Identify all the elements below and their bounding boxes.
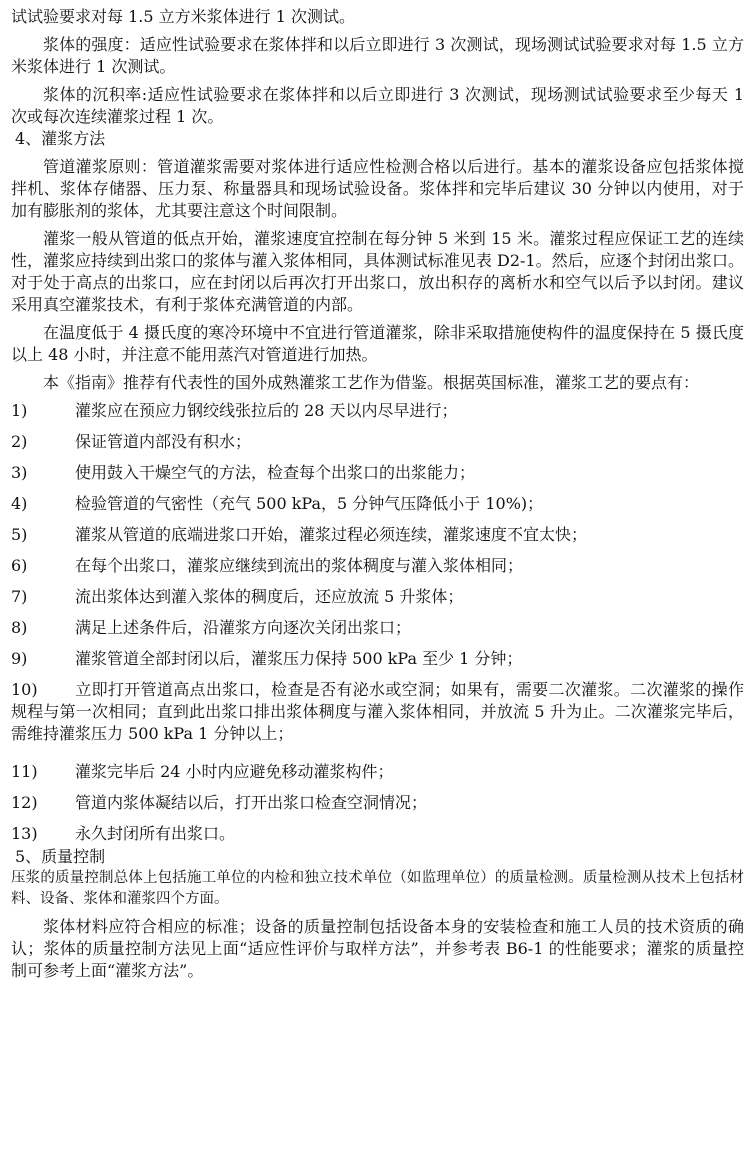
paragraph-guide-reference: 本《指南》推荐有代表性的国外成熟灌浆工艺作为借鉴。根据英国标准，灌浆工艺的要点有： bbox=[43, 373, 700, 392]
paragraph-grout-strength: 浆体的强度：适应性试验要求在浆体拌和以后立即进行 3 次测试，现场测试试验要求对每 1.5 立方米浆体进行 1 次测试。 bbox=[11, 35, 744, 76]
paragraph-cold-weather: 在温度低于 4 摄氏度的寒冷环境中不宜进行管道灌浆，除非采取措施使构件的温度保持在 5 摄氏度以上 48 小时，并注意不能用蒸汽对管道进行加热。 bbox=[11, 323, 744, 364]
paragraph-grouting-procedure: 灌浆一般从管道的低点开始，灌浆速度宜控制在每分钟 5 米到 15 米。灌浆过程应保证工艺的连续性，灌浆应持续到出浆口的浆体与灌入浆体相同，具体测试标准见表 D2-1。然后，应逐个封闭出浆口。对于处于高点的出浆口，应在封闭以后再次打开出浆口，放出积存的离析水和空气以后予以封闭。建议采用真空灌浆技术，有利于浆体充满管道的内部。 bbox=[11, 229, 744, 314]
list-text: 灌浆从管道的底端进浆口开始，灌浆过程必须连续，灌浆速度不宜太快； bbox=[75, 525, 588, 544]
list-number: 3) bbox=[11, 463, 28, 482]
list-number: 9) bbox=[11, 649, 28, 668]
grouting-steps-list bbox=[11, 400, 744, 670]
list-item bbox=[11, 617, 744, 639]
list-item bbox=[11, 761, 744, 783]
list-text: 检验管道的气密性（充气 500 kPa，5 分钟气压降低小于 10%)； bbox=[75, 494, 544, 513]
list-number: 5) bbox=[11, 525, 28, 544]
list-text: 管道内浆体凝结以后，打开出浆口检查空洞情况； bbox=[75, 793, 428, 812]
list-number: 2) bbox=[11, 432, 28, 451]
list-item bbox=[11, 648, 744, 670]
list-item-long bbox=[11, 679, 744, 745]
list-item bbox=[11, 823, 744, 845]
list-number: 13) bbox=[11, 824, 38, 843]
paragraph-field-test-frequency: 试试验要求对每 1.5 立方米浆体进行 1 次测试。 bbox=[11, 7, 355, 26]
paragraph-quality-control-details: 浆体材料应符合相应的标准；设备的质量控制包括设备本身的安装检查和施工人员的技术资质的确认；浆体的质量控制方法见上面“适应性评价与取样方法”，并参考表 B6-1 的性能要求；灌浆的质量控制可参考上面“灌浆方法”。 bbox=[11, 917, 744, 980]
list-item bbox=[11, 493, 744, 515]
list-number: 4) bbox=[11, 494, 28, 513]
list-item bbox=[11, 400, 744, 422]
list-item bbox=[11, 524, 744, 546]
list-number: 7) bbox=[11, 587, 28, 606]
list-text: 流出浆体达到灌入浆体的稠度后，还应放流 5 升浆体； bbox=[75, 587, 464, 606]
list-number: 12) bbox=[11, 793, 38, 812]
list-item bbox=[11, 431, 744, 453]
list-text: 使用鼓入干燥空气的方法，检查每个出浆口的出浆能力； bbox=[75, 463, 476, 482]
list-item bbox=[11, 555, 744, 577]
list-number: 1) bbox=[11, 401, 28, 420]
list-number: 10) bbox=[11, 680, 38, 699]
grouting-steps-list-continued bbox=[11, 761, 744, 845]
list-text: 在每个出浆口，灌浆应继续到流出的浆体稠度与灌入浆体相同； bbox=[75, 556, 524, 575]
list-number: 8) bbox=[11, 618, 28, 637]
list-text: 满足上述条件后，沿灌浆方向逐次关闭出浆口； bbox=[75, 618, 412, 637]
list-item bbox=[11, 586, 744, 608]
list-number: 6) bbox=[11, 556, 28, 575]
list-text: 灌浆完毕后 24 小时内应避免移动灌浆构件； bbox=[75, 762, 394, 781]
list-text: 灌浆应在预应力钢绞线张拉后的 28 天以内尽早进行； bbox=[75, 401, 458, 420]
list-text: 立即打开管道高点出浆口，检查是否有泌水或空洞；如果有，需要二次灌浆。二次灌浆的操作规程与第一次相同；直到此出浆口排出浆体稠度与灌入浆体相同，并放流 5 升为止。二次灌浆完毕后，需维持灌浆压力 500 kPa 1 分钟以上； bbox=[11, 680, 744, 743]
list-item bbox=[11, 462, 744, 484]
list-text: 永久封闭所有出浆口。 bbox=[75, 824, 236, 843]
paragraph-grouting-principle: 管道灌浆原则：管道灌浆需要对浆体进行适应性检测合格以后进行。基本的灌浆设备应包括浆体搅拌机、浆体存储器、压力泵、称量器具和现场试验设备。浆体拌和完毕后建议 30 分钟以内使用，对于加有膨胀剂的浆体，尤其要注意这个时间限制。 bbox=[11, 157, 744, 220]
list-item bbox=[11, 792, 744, 814]
section-heading-grouting-method: 4、灌浆方法 bbox=[15, 129, 106, 148]
paragraph-sedimentation-rate: 浆体的沉积率:适应性试验要求在浆体拌和以后立即进行 3 次测试，现场测试试验要求至少每天 1 次或每次连续灌浆过程 1 次。 bbox=[11, 85, 744, 126]
section-heading-quality-control: 5、质量控制 bbox=[15, 847, 106, 866]
list-text: 灌浆管道全部封闭以后，灌浆压力保持 500 kPa 至少 1 分钟； bbox=[75, 649, 523, 668]
paragraph-quality-control-overview: 压浆的质量控制总体上包括施工单位的内检和独立技术单位（如监理单位）的质量检测。质量检测从技术上包括材料、设备、浆体和灌浆四个方面。 bbox=[11, 870, 744, 907]
list-number: 11) bbox=[11, 762, 38, 781]
list-text: 保证管道内部没有积水； bbox=[75, 432, 252, 451]
